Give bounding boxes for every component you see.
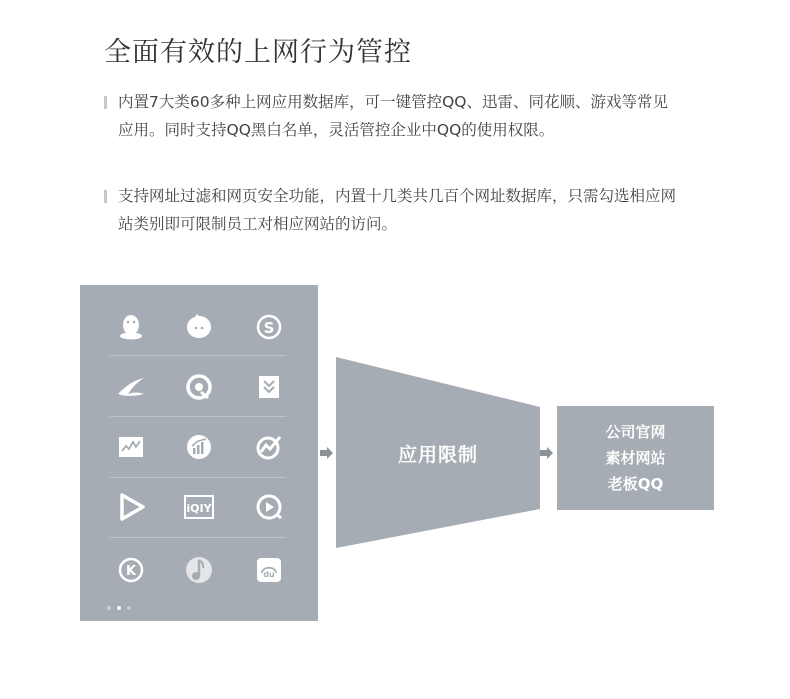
- du-logo-text: du: [263, 570, 275, 579]
- du-headphone-icon: [254, 555, 284, 585]
- browser-circle-icon: [184, 372, 214, 402]
- chat-bubble-icon: [184, 312, 214, 342]
- music-note-icon: [184, 555, 214, 585]
- feature-bullet-apps: [104, 88, 679, 144]
- k-logo-text: K: [125, 564, 137, 579]
- feature-bullet-url-filter: [104, 182, 679, 238]
- bar-chart-circle-icon: [184, 432, 214, 462]
- bullet-marker: [104, 190, 107, 203]
- skype-icon: [254, 312, 284, 342]
- qq-penguin-icon: [116, 312, 146, 342]
- k-circle-icon: [116, 555, 146, 585]
- app-grid-panel: [80, 285, 318, 621]
- iqiyi-logo-text: iQIY: [186, 502, 212, 515]
- result-line: 老板QQ: [607, 475, 664, 493]
- page-title: 全面有效的上网行为管控: [104, 37, 412, 68]
- stock-chart-icon: [116, 432, 146, 462]
- result-line: 素材网站: [605, 449, 666, 467]
- bird-icon: [116, 372, 146, 402]
- row-divider: [110, 537, 286, 538]
- video-play-icon: [254, 492, 284, 522]
- page-indicator-dots: [104, 605, 134, 611]
- arrow-right-icon: [540, 446, 554, 460]
- row-divider: [110, 355, 286, 356]
- refresh-chart-icon: [254, 432, 284, 462]
- funnel-label: 应用限制: [397, 444, 478, 466]
- row-divider: [110, 416, 286, 417]
- bullet-marker: [104, 96, 107, 109]
- play-triangle-icon: [116, 492, 146, 522]
- result-box: [557, 406, 714, 510]
- bullet-text: 支持网址过滤和网页安全功能，内置十几类共几百个网址数据库，只需勾选相应网站类别即可限制员工对相应网站的访问。: [118, 187, 677, 233]
- row-divider: [110, 477, 286, 478]
- arrow-right-icon: [320, 446, 334, 460]
- svg-text:S: S: [263, 319, 275, 337]
- iqiyi-icon: [184, 492, 214, 522]
- result-line: 公司官网: [605, 423, 666, 441]
- download-box-icon: [254, 372, 284, 402]
- bullet-text: 内置7大类60多种上网应用数据库，可一键管控QQ、迅雷、同花顺、游戏等常见应用。同时支持QQ黑白名单，灵活管控企业中QQ的使用权限。: [118, 93, 668, 139]
